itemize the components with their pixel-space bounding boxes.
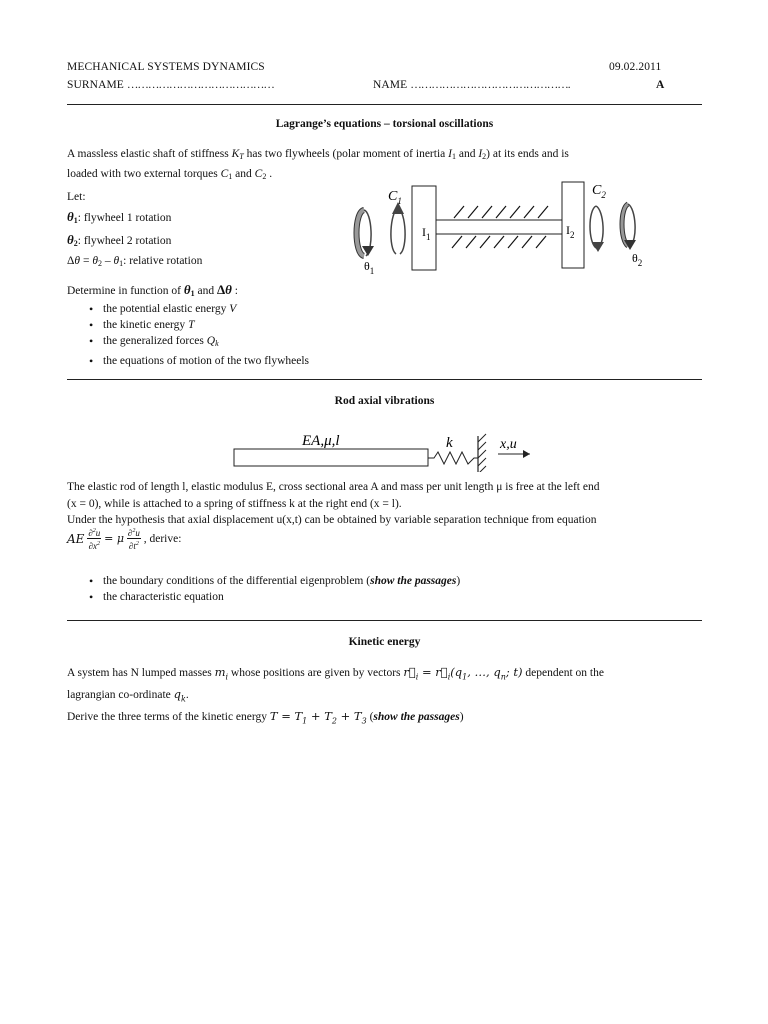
theta2-definition: $\theta_2$: flywheel 2 rotation [67, 232, 172, 248]
i2-label: $I_2$ [566, 223, 575, 240]
section1-task-list [67, 301, 667, 369]
section3-text: A system has N lumped masses $m_i$ whose positions are given by vectors $r⃗_i$ = $r⃗_i(q_1$, …, $q_n$; t) dependent on the lagrangian co-ordinate $q_k$. Derive the three terms of the kinetic energy $T = T_1 + T_2 + T_3$ (show the passages) [67, 665, 604, 725]
ground-hatch-bottom [452, 236, 546, 248]
section1-determine: Determine in function of $\theta_1$ and Δθ : [67, 282, 238, 298]
spring [428, 452, 478, 464]
elastic-rod [234, 449, 428, 466]
axis-label: x,u [500, 437, 517, 452]
name-field [373, 79, 570, 91]
let-definitions [67, 188, 327, 272]
rod-description-2: (x = 0), while is attached to a spring of stiffness k at the right end (x = l). [67, 497, 402, 510]
rod-description-3: Under the hypothesis that axial displacement u(x,t) can be obtained by variable separation technique from equation [67, 514, 597, 526]
surname-label: SURNAME [67, 79, 124, 91]
divider [67, 104, 702, 105]
axis-arrowhead [523, 450, 530, 458]
let-label: Let: [67, 191, 86, 203]
c1-label: $C_1$ [388, 189, 402, 206]
c2-label: $C_2$ [592, 183, 606, 200]
section-title-rod: Rod axial vibrations [334, 395, 435, 407]
divider [67, 620, 702, 621]
theta2-label: $\theta_2$ [632, 251, 643, 268]
task-equations-of-motion: • the equations of motion of the two flywheels [103, 353, 667, 369]
i1-label: $I_1$ [422, 225, 431, 242]
task-potential-energy: • the potential elastic energy V [103, 301, 667, 317]
torsional-shaft-figure [340, 172, 680, 280]
task-kinetic-energy: • the kinetic energy T [103, 317, 667, 333]
course-title: MECHANICAL SYSTEMS DYNAMICS [67, 61, 265, 73]
theta1-definition: $\theta_1$: flywheel 1 rotation [67, 209, 172, 225]
name-label: NAME [373, 79, 408, 91]
exam-version: A [656, 79, 665, 91]
rod-description-1: The elastic rod of length l, elastic modulus E, cross sectional area A and mass per unit length μ is free at the left end [67, 481, 600, 493]
name-dots: ………………………………………. [410, 79, 570, 91]
theta2-arrow [622, 204, 636, 250]
surname-dots: …………………………………… [126, 79, 274, 91]
torque-c1-second-arrow [391, 202, 405, 254]
task-characteristic-equation: • the characteristic equation [103, 589, 687, 605]
section2-text [67, 479, 703, 529]
divider [67, 379, 702, 380]
section2-task-list [67, 573, 687, 605]
torque-c1-arrow [357, 210, 375, 256]
wave-equation: AE $\frac{\partial^2u}{\partial x^2}$ = μ $\frac{\partial^2u}{\partial t^2}$ , derive: [67, 528, 182, 551]
ground-hatch-top [454, 206, 548, 218]
section-title-lagrange: Lagrange’s equations – torsional oscillations [275, 118, 494, 130]
exam-date: 09.02.2011 [609, 61, 662, 73]
spring-label: k [446, 435, 453, 451]
section-title-kinetic: Kinetic energy [348, 636, 421, 648]
elastic-shaft [436, 220, 562, 234]
delta-theta-definition: $\Delta\theta = \theta_2 - \theta_1$: relative rotation [67, 255, 203, 268]
task-generalized-forces: • the generalized forces $Q_k$ [103, 333, 667, 352]
section1-intro: A massless elastic shaft of stiffness $K_T$ has two flywheels (polar moment of inertia $I_1$ and $I_2$) at its ends and is loaded with two external torques $C_1$ and $C_2$ . [67, 148, 569, 181]
task-boundary-conditions: • the boundary conditions of the differential eigenproblem (show the passages) [103, 573, 687, 589]
torque-c2-arrow [590, 206, 604, 252]
wall-hatch [478, 434, 486, 472]
surname-field [67, 79, 274, 91]
rod-spring-figure [230, 428, 550, 472]
rod-parameters-label: EA,μ,l [302, 433, 340, 449]
theta1-label: $\theta_1$ [364, 259, 375, 276]
